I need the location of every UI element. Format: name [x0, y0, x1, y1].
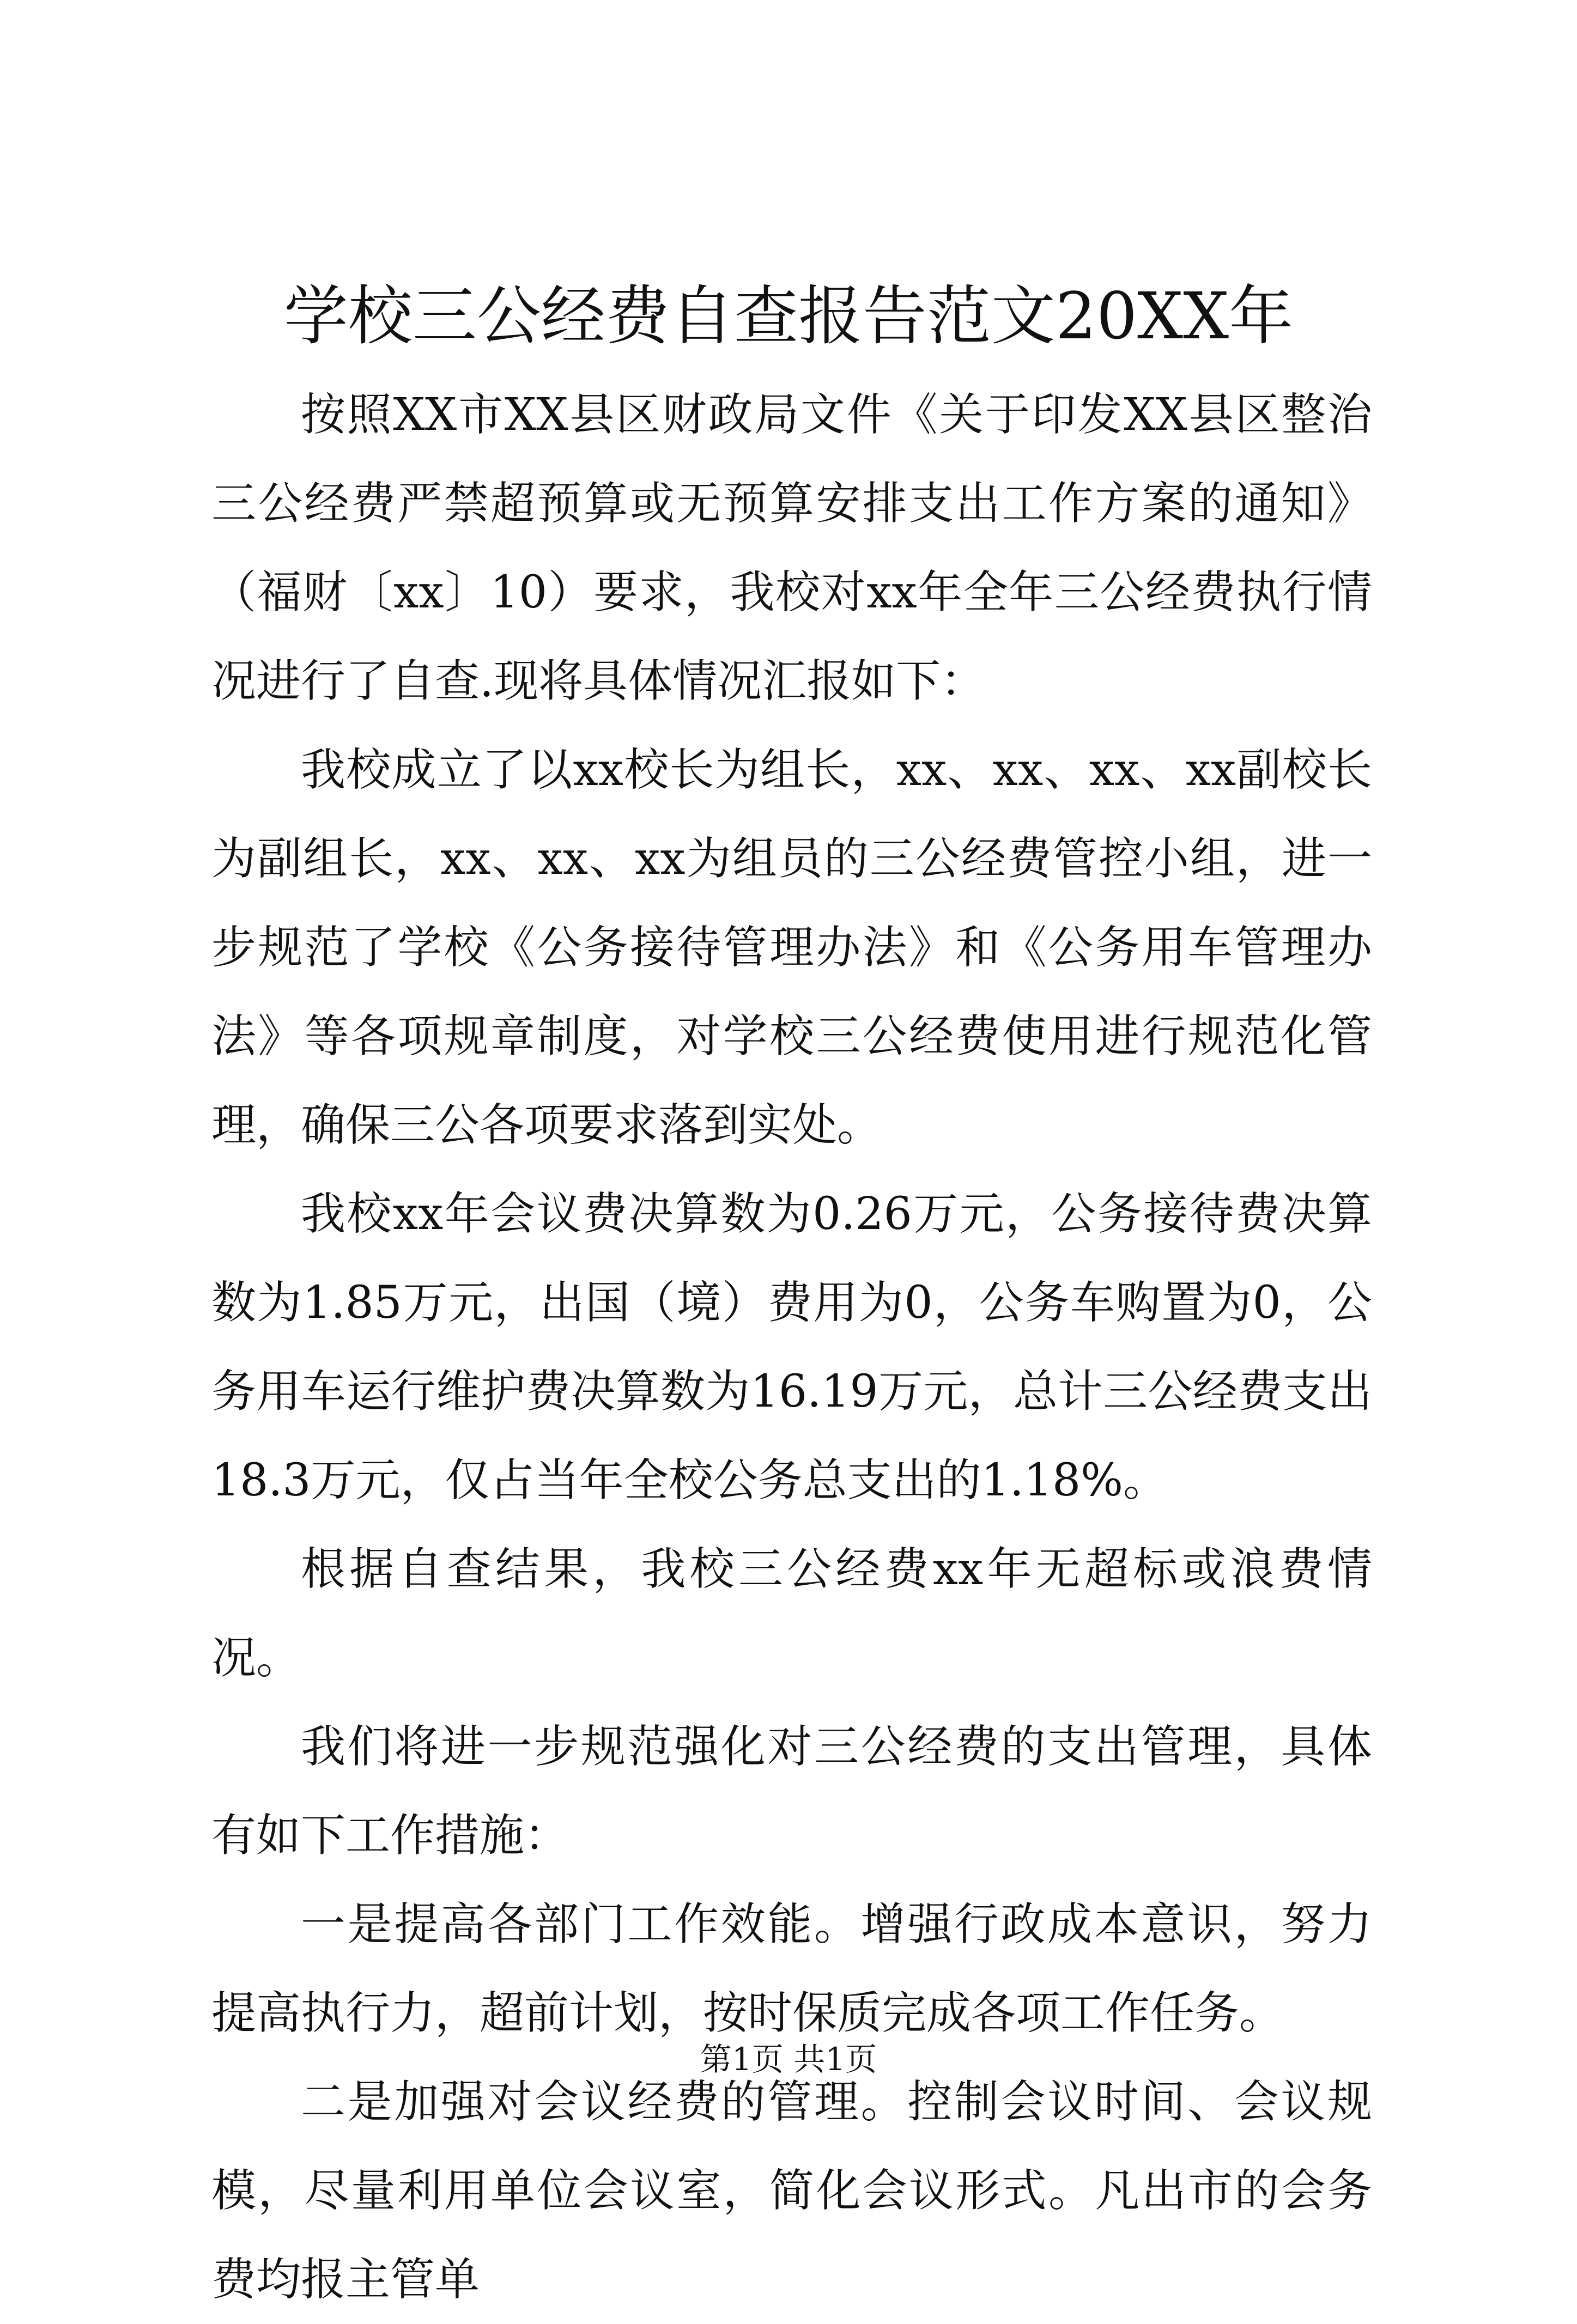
paragraph-6: 一是提高各部门工作效能。增强行政成本意识，努力提高执行力，超前计划，按时保质完成各项工作任务。 — [211, 1899, 1372, 2039]
page-footer: 第1页 共1页 — [700, 2041, 877, 2078]
paragraph-5: 我们将进一步规范强化对三公经费的支出管理，具体有如下工作措施： — [211, 1721, 1372, 1861]
paragraph-7: 二是加强对会议经费的管理。控制会议时间、会议规模，尽量利用单位会议室，简化会议形式。凡出市的会务费均报主管单 — [211, 2076, 1372, 2305]
document-body — [211, 370, 1372, 2324]
paragraph-1: 按照XX市XX县区财政局文件《关于印发XX县区整治三公经费严禁超预算或无预算安排支出工作方案的通知》（福财〔xx〕10）要求，我校对xx年全年三公经费执行情况进行了自查.现将具体情况汇报如下： — [211, 389, 1372, 707]
paragraph-4: 根据自查结果，我校三公经费xx年无超标或浪费情况。 — [211, 1543, 1372, 1684]
paragraph-3: 我校xx年会议费决算数为0.26万元，公务接待费决算数为1.85万元，出国（境）费用为0，公务车购置为0，公务用车运行维护费决算数为16.19万元，总计三公经费支出18.3万元，仅占当年全校公务总支出的1.18%。 — [211, 1188, 1372, 1506]
paragraph-2: 我校成立了以xx校长为组长，xx、xx、xx、xx副校长为副组长，xx、xx、xx为组员的三公经费管控小组，进一步规范了学校《公务接待管理办法》和《公务用车管理办法》等各项规章制度，对学校三公经费使用进行规范化管理，确保三公各项要求落到实处。 — [211, 744, 1372, 1151]
document-title: 学校三公经费自查报告范文20XX年 — [283, 278, 1294, 354]
